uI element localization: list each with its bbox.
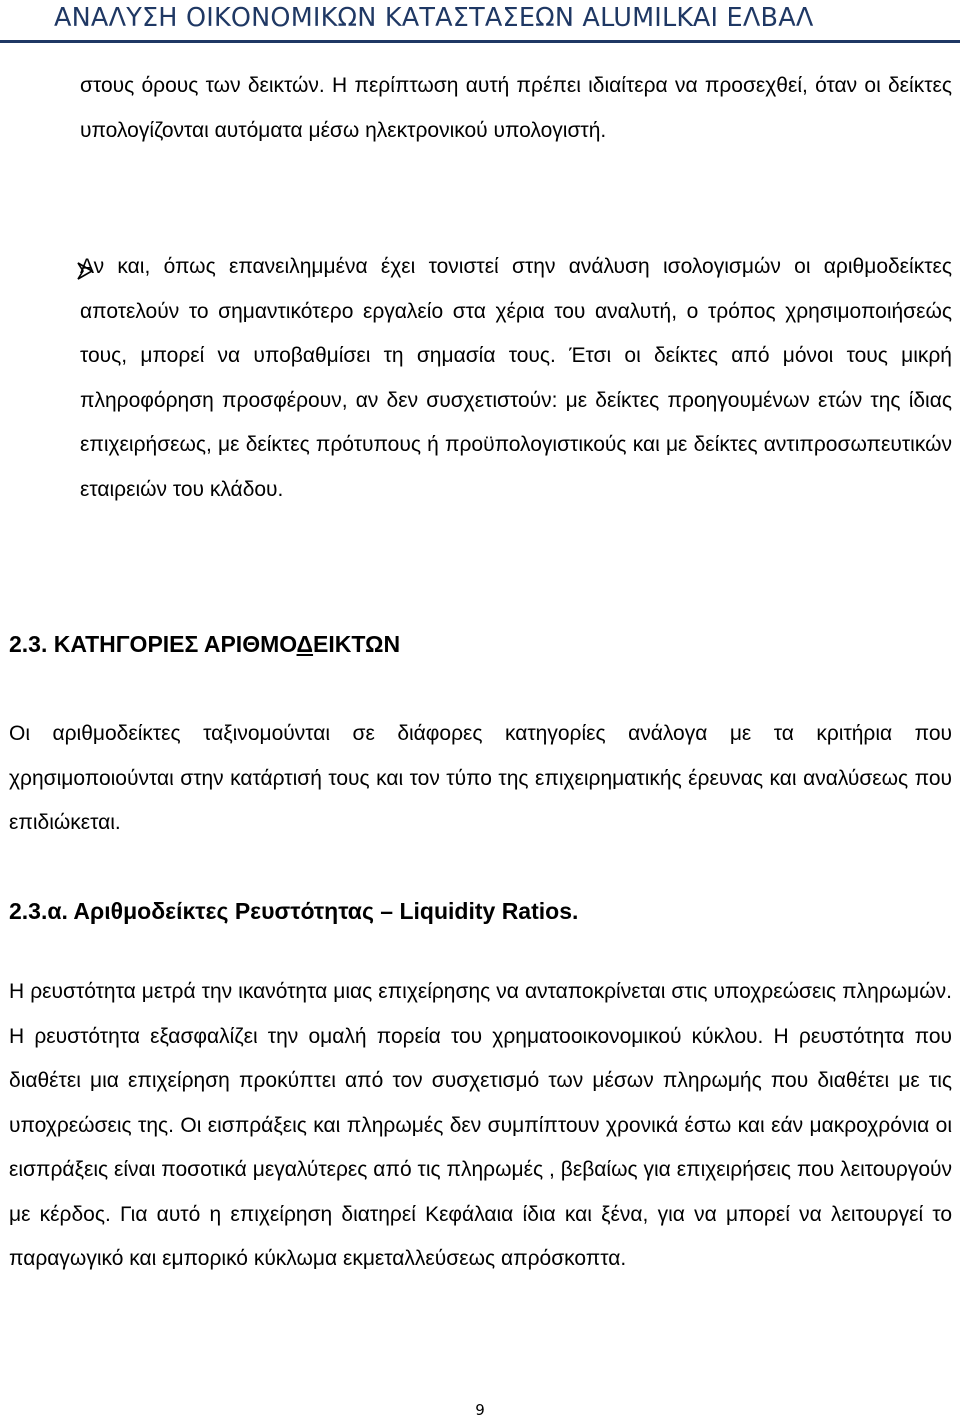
section-heading-suffix: ΕΙΚΤΩΝ	[313, 631, 401, 657]
section-paragraph: Οι αριθμοδείκτες ταξινομούνται σε διάφορες κατηγορίες ανάλογα με τα κριτήρια που χρησιμοποιούνται στην κατάρτισή τους και τον τύπο της επιχειρηματικής έρευνας και αναλύσεως που επιδιώκεται.	[9, 722, 952, 834]
subsection-paragraph: Η ρευστότητα μετρά την ικανότητα μιας επιχείρησης να ανταποκρίνεται στις υποχρεώσεις πληρωμών. Η ρευστότητα εξασφαλίζει την ομαλή πορεία του χρηματοοικονομικού κύκλου. Η ρευστότητα που διαθέτει μια επιχείρηση προκύπτει από τον συσχετισμό των μέσων πληρωμής που διαθέτει με τις υποχρεώσεις της. Οι εισπράξεις και πληρωμές δεν συμπίπτουν χρονικά έστω και εάν μακροχρόνια οι εισπράξεις είναι ποσοτικά μεγαλύτερες από τις πληρωμές , βεβαίως για επιχειρήσεις που λειτουργούν με κέρδος. Για αυτό η επιχείρηση διατηρεί Κεφάλαια ίδια και ξένα, για να μπορεί να λειτουργεί το παραγωγικό και εμπορικό κύκλωμα εκμεταλλεύσεως απρόσκοπτα.	[9, 980, 952, 1270]
subsection-heading: 2.3.α. Αριθμοδείκτες Ρευστότητας – Liquidity Ratios.	[9, 898, 579, 924]
header-title: ΑΝΑΛΥΣΗ ΟΙΚΟΝΟΜΙΚΩΝ ΚΑΤΑΣΤΑΣΕΩΝ ALUMILKAI ΕΛΒΑΛ	[54, 3, 814, 33]
page-header	[0, 0, 960, 44]
section-heading	[9, 631, 400, 658]
section-heading-prefix: 2.3. ΚΑΤΗΓΟΡΙΕΣ ΑΡΙΘΜΟ	[9, 631, 297, 657]
section-heading-underlined-letter: Δ	[296, 631, 314, 657]
continuation-paragraph: στους όρους των δεικτών. Η περίπτωση αυτή πρέπει ιδιαίτερα να προσεχθεί, όταν οι δείκτες υπολογίζονται αυτόματα μέσω ηλεκτρονικού υπολογιστή.	[80, 74, 952, 142]
header-divider	[0, 40, 960, 43]
bullet-paragraph: Αν και, όπως επανειλημμένα έχει τονιστεί στην ανάλυση ισολογισμών οι αριθμοδείκτες αποτελούν το σημαντικότερο εργαλείο στα χέρια του αναλυτή, ο τρόπος χρησιμοποιήσεώς τους, μπορεί να υποβαθμίσει τη σημασία τους. Έτσι οι δείκτες από μόνοι τους μικρή πληροφόρηση προσφέρουν, αν δεν συσχετιστούν: με δείκτες προηγουμένων ετών της ίδιας επιχειρήσεως, με δείκτες πρότυπους ή προϋπολογιστικούς και με δείκτες αντιπροσωπευτικών εταιρειών του κλάδου.	[80, 255, 952, 501]
page-number: 9	[475, 1401, 485, 1419]
